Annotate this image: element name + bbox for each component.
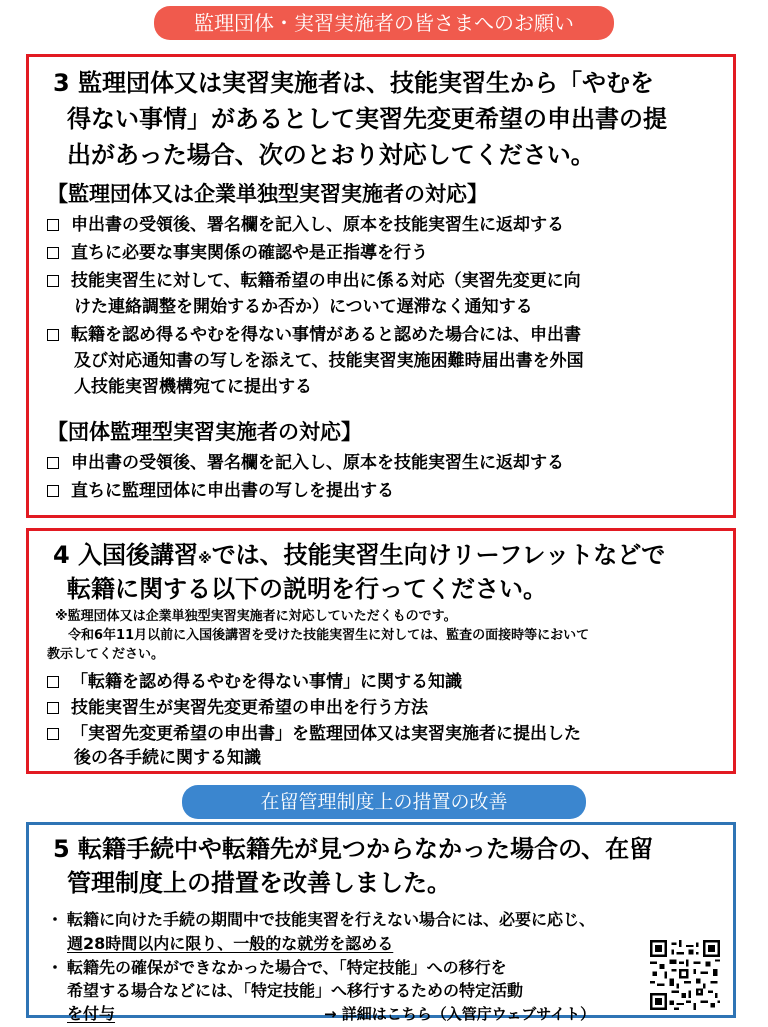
section-4-box	[26, 528, 736, 774]
checklist-item: 「転籍を認め得るやむを得ない事情」に関する知識	[47, 669, 725, 695]
qr-code-icon[interactable]	[650, 940, 720, 1010]
checkbox-icon	[47, 219, 59, 231]
bullet-item-continuation: 週28時間以内に限り、一般的な就労を認める	[67, 934, 394, 953]
checklist-item: 技能実習生に対して、転籍希望の申出に係る対応（実習先変更に向	[47, 268, 725, 294]
note-line: ※監理団体又は企業単独型実習実施者に対応していただくものです。	[55, 609, 457, 624]
details-link[interactable]: → 詳細はこちら（入管庁ウェブサイト）	[324, 1005, 596, 1023]
checklist-item-continuation: 人技能実習機構宛てに提出する	[74, 377, 312, 397]
checkbox-icon	[47, 676, 59, 688]
checklist-item-continuation: 後の各手続に関する知識	[74, 748, 261, 768]
checkbox-icon	[47, 728, 59, 740]
section-3-heading-line2: 得ない事情」があるとして実習先変更希望の申出書の提	[67, 105, 667, 133]
checklist-item: 申出書の受領後、署名欄を記入し、原本を技能実習生に返却する	[47, 212, 725, 238]
checkbox-icon	[47, 275, 59, 287]
bullet-item: ・ 転籍に向けた手続の期間中で技能実習を行えない場合には、必要に応じ、	[47, 907, 725, 933]
checkbox-icon	[47, 457, 59, 469]
section-4-heading-line2: 転籍に関する以下の説明を行ってください。	[67, 575, 547, 603]
middle-banner: 在留管理制度上の措置の改善	[182, 785, 586, 819]
checklist-item: 直ちに必要な事実関係の確認や是正指導を行う	[47, 240, 725, 266]
checklist-item: 「実習先変更希望の申出書」を監理団体又は実習実施者に提出した	[47, 721, 725, 747]
checklist-item-continuation: 及び対応通知書の写しを添えて、技能実習実施困難時届出書を外国	[74, 351, 584, 371]
bullet-item: ・ 転籍先の確保ができなかった場合で、「特定技能」への移行を	[47, 955, 725, 981]
checklist-item-continuation: けた連絡調整を開始するか否か）について遅滞なく通知する	[74, 297, 533, 317]
section-3-heading-line1: 3 監理団体又は実習実施者は、技能実習生から「やむを	[53, 69, 655, 97]
note-mark: ※	[198, 551, 212, 567]
checklist-item: 技能実習生が実習先変更希望の申出を行う方法	[47, 695, 725, 721]
section-5-heading-line1: 5 転籍手続中や転籍先が見つからなかった場合の、在留	[53, 835, 654, 863]
bullet-icon: ・	[47, 910, 64, 929]
checkbox-icon	[47, 485, 59, 497]
checklist-item: 申出書の受領後、署名欄を記入し、原本を技能実習生に返却する	[47, 450, 725, 476]
note-line: 令和6年11月以前に入国後講習を受けた技能実習生に対しては、監査の面接時等において	[55, 628, 590, 643]
section-4-heading-line1: 4 入国後講習※では、技能実習生向けリーフレットなどで	[53, 541, 666, 569]
checkbox-icon	[47, 247, 59, 259]
checkbox-icon	[47, 329, 59, 341]
bullet-icon: ・	[47, 958, 64, 977]
note-line: 教示してください。	[47, 647, 165, 662]
section-5-heading-line2: 管理制度上の措置を改善しました。	[67, 869, 451, 897]
checklist-item: 転籍を認め得るやむを得ない事情があると認めた場合には、申出書	[47, 322, 725, 348]
group-1-title: 【監理団体又は企業単独型実習実施者の対応】	[47, 182, 488, 206]
bullet-item-continuation: 希望する場合などには、「特定技能」へ移行するための特定活動	[67, 981, 524, 1000]
section-5-box	[26, 822, 736, 1023]
section-3-heading-line3: 出があった場合、次のとおり対応してください。	[67, 141, 595, 169]
checklist-item: 直ちに監理団体に申出書の写しを提出する	[47, 478, 725, 504]
top-banner: 監理団体・実習実施者の皆さまへのお願い	[154, 6, 614, 40]
checkbox-icon	[47, 702, 59, 714]
bullet-item-continuation: を付与	[67, 1004, 116, 1023]
section-3-box	[26, 54, 736, 518]
group-2-title: 【団体監理型実習実施者の対応】	[47, 420, 362, 444]
